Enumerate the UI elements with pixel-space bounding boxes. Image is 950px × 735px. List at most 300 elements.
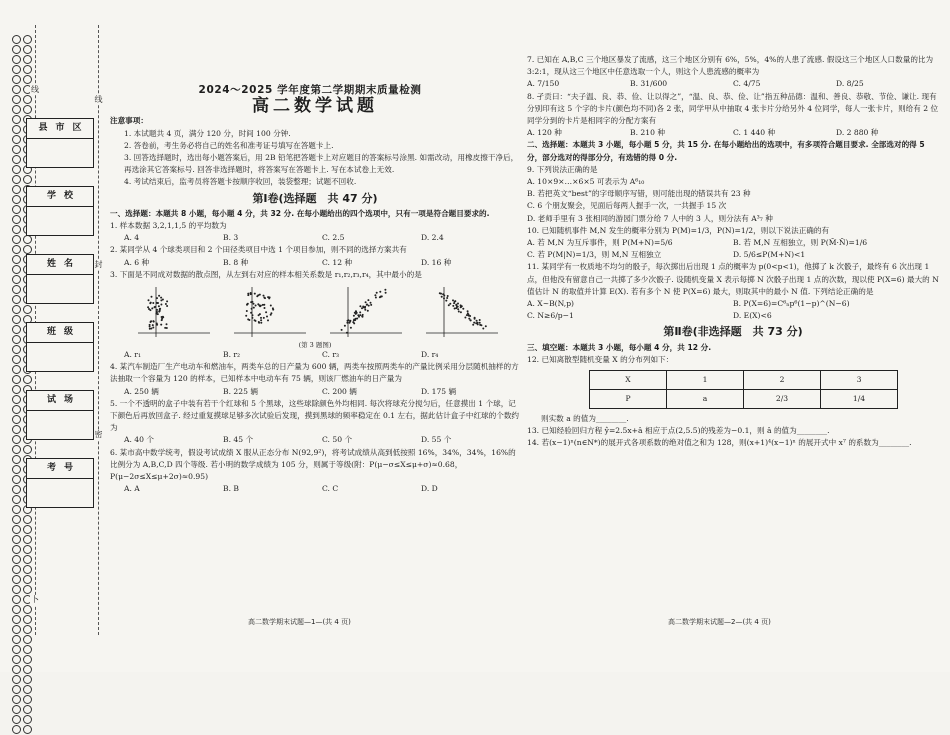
punch-hole xyxy=(12,695,21,704)
scatter-point xyxy=(353,315,355,317)
punch-hole xyxy=(23,545,32,554)
scatter-point xyxy=(353,319,355,321)
scatter-plot-1 xyxy=(134,283,212,339)
scatter-point xyxy=(254,319,256,321)
scatter-plot-2 xyxy=(230,283,308,339)
punch-hole xyxy=(23,35,32,44)
table-cell: 1/4 xyxy=(821,390,898,409)
option[interactable]: C. 2.5 xyxy=(322,233,345,243)
q11-options-cd xyxy=(527,310,939,322)
punch-hole xyxy=(12,245,21,254)
punch-hole xyxy=(23,75,32,84)
option[interactable]: A. 6 种 xyxy=(124,257,150,267)
note-item: 2. 答卷前，考生务必将自己的姓名和准考证号填写在答题卡上. xyxy=(124,140,334,150)
scatter-point xyxy=(469,319,471,321)
option[interactable]: D. 8/25 xyxy=(836,79,864,89)
punch-hole xyxy=(23,565,32,574)
punch-hole xyxy=(12,85,21,94)
punch-hole xyxy=(23,605,32,614)
punch-hole xyxy=(23,535,32,544)
scatter-point xyxy=(265,311,267,313)
punch-hole xyxy=(12,125,21,134)
scatter-point xyxy=(349,321,351,323)
scatter-point xyxy=(151,307,153,309)
punch-hole xyxy=(12,425,21,434)
punch-hole xyxy=(12,75,21,84)
punch-hole xyxy=(12,275,21,284)
q2-options xyxy=(110,257,520,269)
q2-stem: 2. 某同学从 4 个球类项目和 2 个田径类项目中选 1 个项目参加，则不同的选择方案共有 xyxy=(110,245,407,255)
punch-hole xyxy=(12,305,21,314)
option[interactable]: A. 7/150 xyxy=(527,79,560,89)
punch-hole xyxy=(12,115,21,124)
scatter-point xyxy=(442,293,444,295)
scatter-point xyxy=(455,304,457,306)
option[interactable]: C. 200 辆 xyxy=(322,386,357,396)
exam-title: 2024～2025 学年度第二学期期末质量检测 xyxy=(198,84,422,96)
scatter-point xyxy=(359,314,361,316)
q13-stem: 13. 已知经验回归方程 ŷ=2.5x+â 相应于点(2,5.5)的残差为−0.1，则 â 的值为________. xyxy=(527,426,830,436)
scatter-point xyxy=(485,325,487,327)
punch-hole xyxy=(12,175,21,184)
scatter-point xyxy=(440,293,442,295)
punch-hole xyxy=(23,175,32,184)
table-cell: a xyxy=(667,390,744,409)
scatter-point xyxy=(260,319,262,321)
scatter-point xyxy=(162,316,164,318)
scatter-point xyxy=(254,293,256,295)
scatter-point xyxy=(248,319,250,321)
option[interactable]: C. 6 个朋友聚会，见面后每两人握手一次，一共握手 15 次 xyxy=(527,201,727,211)
option[interactable]: A. 40 个 xyxy=(124,435,154,445)
scatter-point xyxy=(150,302,152,304)
scatter-point xyxy=(376,292,378,294)
scatter-point xyxy=(462,308,464,310)
option[interactable]: D. 175 辆 xyxy=(421,386,457,396)
option[interactable]: C. N≥6/p−1 xyxy=(527,311,574,321)
scatter-point xyxy=(384,289,386,291)
option[interactable]: B. B xyxy=(223,484,239,494)
scatter-point xyxy=(482,328,484,330)
scatter-point xyxy=(358,316,360,318)
scatter-point xyxy=(364,307,366,309)
punch-hole xyxy=(23,555,32,564)
punch-hole xyxy=(12,595,21,604)
scatter-point xyxy=(385,292,387,294)
scatter-point xyxy=(266,316,268,318)
scatter-point xyxy=(341,329,343,331)
table-row xyxy=(590,371,898,390)
option[interactable]: D. 5/6≤P(M+N)<1 xyxy=(733,250,806,260)
scatter-point xyxy=(454,300,456,302)
scatter-point xyxy=(474,318,476,320)
option[interactable]: D. 16 种 xyxy=(421,257,452,267)
scatter-point xyxy=(148,308,150,310)
scatter-point xyxy=(379,296,381,298)
scatter-point xyxy=(156,324,158,326)
option[interactable]: D. D xyxy=(421,484,438,494)
q9-stem: 9. 下列说法正确的是 xyxy=(527,164,598,174)
punch-hole xyxy=(12,375,21,384)
punch-hole xyxy=(23,695,32,704)
option[interactable]: B. 31/600 xyxy=(630,79,668,89)
scatter-point xyxy=(148,299,150,301)
punch-hole xyxy=(12,485,21,494)
punch-hole xyxy=(23,55,32,64)
option[interactable]: B. 若把英文“best”的字母顺序写错，则可能出现的错误共有 23 种 xyxy=(527,189,751,199)
punch-hole xyxy=(12,255,21,264)
section1-instructions: 一、选择题：本题共 8 小题，每小题 4 分，共 32 分. 在每小题给出的四个选项中，只有一项是符合题目要求的. xyxy=(110,208,490,218)
scatter-point xyxy=(253,303,255,305)
scatter-point xyxy=(246,310,248,312)
punch-hole xyxy=(23,235,32,244)
scatter-point xyxy=(370,304,372,306)
scatter-point xyxy=(460,306,462,308)
scatter-point xyxy=(162,299,164,301)
q3-caption: (第 3 题图) xyxy=(298,341,332,350)
punch-hole xyxy=(23,715,32,724)
scatter-point xyxy=(161,318,163,320)
punch-hole xyxy=(12,675,21,684)
scatter-point xyxy=(443,297,445,299)
table-cell: 2/3 xyxy=(744,390,821,409)
punch-hole xyxy=(12,95,21,104)
punch-hole xyxy=(12,35,21,44)
scatter-point xyxy=(252,314,254,316)
punch-hole xyxy=(23,95,32,104)
scatter-point xyxy=(158,305,160,307)
punch-hole xyxy=(12,145,21,154)
punch-hole xyxy=(12,525,21,534)
scatter-point xyxy=(152,320,154,322)
scatter-point xyxy=(356,318,358,320)
seal-mark: 封 xyxy=(94,260,103,269)
punch-hole xyxy=(23,305,32,314)
scatter-point xyxy=(458,311,460,313)
scatter-point xyxy=(264,307,266,309)
scatter-point xyxy=(263,295,265,297)
q3-stem: 3. 下面是不同成对数据的散点图，从左到右对应的样本相关系数是 r₁,r₂,r₃,r₄，其中最小的是 xyxy=(110,269,422,279)
punch-hole xyxy=(12,405,21,414)
scatter-point xyxy=(375,297,377,299)
option[interactable]: B. 210 种 xyxy=(630,128,665,138)
option[interactable]: D. 老师手里有 3 张相同的游园门票分给 7 人中的 3 人，则分法有 A³₇ 种 xyxy=(527,213,773,223)
punch-hole xyxy=(12,535,21,544)
punch-hole xyxy=(12,395,21,404)
punch-hole xyxy=(12,465,21,474)
option[interactable]: B. 225 辆 xyxy=(223,386,258,396)
seal-mark: 线 xyxy=(94,95,103,104)
punch-hole xyxy=(12,365,21,374)
scatter-point xyxy=(477,322,479,324)
scatter-point xyxy=(473,322,475,324)
section2-instructions: 二、选择题：本题共 3 小题，每小题 5 分，共 15 分. 在每小题给出的选项中，有多项符合题目要求. 全部选对的得 5 分，部分选对的得部分分，有选错的得 0 分. xyxy=(527,140,925,162)
school-field[interactable]: 学校 xyxy=(26,186,94,236)
part1-title: 第Ⅰ卷(选择题 共 47 分) xyxy=(252,191,378,205)
punch-hole xyxy=(23,725,32,734)
punch-hole xyxy=(23,445,32,454)
scatter-point xyxy=(260,322,262,324)
scatter-point xyxy=(379,291,381,293)
scatter-point xyxy=(160,304,162,306)
option[interactable]: C. 1 440 种 xyxy=(733,128,776,138)
punch-hole xyxy=(12,495,21,504)
scatter-point xyxy=(152,327,154,329)
scatter-point xyxy=(245,315,247,317)
option[interactable]: D. 2.4 xyxy=(421,233,444,243)
scatter-plot-4 xyxy=(422,283,500,339)
option[interactable]: B. r₂ xyxy=(223,350,241,360)
scatter-point xyxy=(446,297,448,299)
scatter-point xyxy=(165,303,167,305)
scatter-point xyxy=(370,302,372,304)
scatter-point xyxy=(441,296,443,298)
punch-hole xyxy=(12,155,21,164)
q12-tail: 则实数 a 的值为________. xyxy=(541,414,629,424)
punch-hole xyxy=(23,525,32,534)
scatter-point xyxy=(352,321,354,323)
section3-instructions: 三、填空题：本题共 3 小题，每小题 4 分，共 12 分. xyxy=(527,342,712,352)
punch-hole xyxy=(12,635,21,644)
punch-hole xyxy=(12,585,21,594)
punch-hole xyxy=(12,345,21,354)
q7-options xyxy=(527,78,939,90)
punch-hole xyxy=(12,515,21,524)
subject-title: 高二数学试题 xyxy=(252,96,378,117)
scatter-point xyxy=(158,295,160,297)
scatter-point xyxy=(268,297,270,299)
scatter-point xyxy=(160,324,162,326)
scatter-plots xyxy=(110,283,520,339)
scatter-point xyxy=(452,305,454,307)
scatter-point xyxy=(247,294,249,296)
page-2 xyxy=(527,54,939,450)
option[interactable]: D. 55 个 xyxy=(421,435,452,445)
county-field[interactable]: 县市区 xyxy=(26,118,94,168)
note-item: 1. 本试题共 4 页，满分 120 分，时间 100 分钟. xyxy=(124,128,291,138)
option[interactable]: A. 250 辆 xyxy=(124,386,159,396)
scatter-point xyxy=(359,311,361,313)
scatter-point xyxy=(164,327,166,329)
punch-hole xyxy=(12,295,21,304)
option[interactable]: A. 10×9×…×6×5 可表示为 A⁶₁₀ xyxy=(527,177,645,187)
q8-stem: 8. 孑贡曰：“夫子温、良、恭、俭、让以得之”，“温、良、恭、俭、让”指五种品德：温和、善良、恭敬、节俭、谦让. 现有分别印有这 5 个字的卡片(颜色均不同)各 2 张，同学甲从中抽取 4 张卡片分给另外 4 位同学，每人一张卡片，则给有 2 位同学分到的卡片是相同字的分配方案有 xyxy=(527,91,939,126)
punch-hole xyxy=(12,225,21,234)
table-cell: P xyxy=(590,390,667,409)
scatter-point xyxy=(468,318,470,320)
scatter-point xyxy=(367,310,369,312)
punch-hole xyxy=(23,655,32,664)
page-1 xyxy=(110,84,520,495)
scatter-point xyxy=(457,303,459,305)
scatter-point xyxy=(472,324,474,326)
option[interactable]: B. P(X=6)=C⁶ₙp⁶(1−p)^(N−6) xyxy=(733,299,850,309)
scatter-point xyxy=(479,324,481,326)
punch-hole xyxy=(12,65,21,74)
option[interactable]: C. 4/75 xyxy=(733,79,761,89)
scatter-point xyxy=(467,310,469,312)
scatter-point xyxy=(250,301,252,303)
scatter-point xyxy=(460,311,462,313)
seal-mark: 线 xyxy=(31,85,39,94)
scatter-point xyxy=(476,320,478,322)
q10-stem: 10. 已知随机事件 M,N 发生的概率分别为 P(M)=1/3，P(N)=1/2，则以下说法正确的有 xyxy=(527,225,830,235)
option[interactable]: B. 3 xyxy=(223,233,239,243)
scatter-point xyxy=(259,305,261,307)
scatter-point xyxy=(259,313,261,315)
class-field[interactable]: 班级 xyxy=(26,322,94,372)
punch-hole xyxy=(12,355,21,364)
scatter-point xyxy=(260,317,262,319)
option[interactable]: C. C xyxy=(322,484,339,494)
option[interactable]: C. 若 P(M|N)=1/3，则 M,N 互相独立 xyxy=(527,250,662,260)
punch-hole xyxy=(12,715,21,724)
option[interactable]: D. r₄ xyxy=(421,350,439,360)
scatter-point xyxy=(346,322,348,324)
scatter-point xyxy=(166,305,168,307)
scatter-plot-3 xyxy=(326,283,404,339)
punch-hole xyxy=(23,675,32,684)
scatter-point xyxy=(156,302,158,304)
q11-options-ab xyxy=(527,298,939,310)
name-field[interactable]: 姓名 xyxy=(26,254,94,304)
option[interactable]: A. A xyxy=(124,484,140,494)
punch-hole xyxy=(23,645,32,654)
punch-hole xyxy=(23,515,32,524)
punch-hole xyxy=(12,455,21,464)
scatter-point xyxy=(262,304,264,306)
option[interactable]: B. 45 个 xyxy=(223,435,254,445)
scatter-point xyxy=(464,317,466,319)
scatter-point xyxy=(365,301,367,303)
scatter-point xyxy=(250,292,252,294)
scatter-point xyxy=(154,306,156,308)
scatter-point xyxy=(272,307,274,309)
note-item: 4. 考试结束后，监考员将答题卡按顺序收回，装袋整理；试题不回收. xyxy=(124,177,357,187)
option[interactable]: C. r₃ xyxy=(322,350,340,360)
punch-hole xyxy=(23,615,32,624)
punch-hole xyxy=(23,245,32,254)
punch-hole xyxy=(23,65,32,74)
option[interactable]: A. 若 M,N 为互斥事件，则 P(M+N)=5/6 xyxy=(527,238,673,248)
page-footer: 高二数学期末试题—1—(共 4 页) xyxy=(248,618,351,626)
option[interactable]: A. 120 种 xyxy=(527,128,562,138)
scatter-point xyxy=(448,304,450,306)
punch-hole xyxy=(12,725,21,734)
scatter-point xyxy=(350,327,352,329)
q8-options xyxy=(527,127,939,139)
option[interactable]: A. X~B(N,p) xyxy=(527,299,575,309)
punch-hole xyxy=(12,605,21,614)
scatter-point xyxy=(346,332,348,334)
punch-hole xyxy=(12,315,21,324)
punch-hole xyxy=(12,55,21,64)
punch-hole xyxy=(12,385,21,394)
q14-stem: 14. 若(x−1)ⁿ(n∈N*)的展开式各项系数的绝对值之和为 128，则(x+1)⁴(x−1)ⁿ 的展开式中 x⁷ 的系数为________. xyxy=(527,438,912,448)
scatter-point xyxy=(166,300,168,302)
scatter-point xyxy=(267,319,269,321)
punch-hole xyxy=(23,635,32,644)
option[interactable]: D. E(X)<6 xyxy=(733,311,772,321)
punch-hole xyxy=(12,45,21,54)
punch-hole xyxy=(12,105,21,114)
scatter-point xyxy=(348,319,350,321)
scatter-point xyxy=(367,299,369,301)
punch-hole xyxy=(12,655,21,664)
scatter-point xyxy=(344,325,346,327)
punch-hole xyxy=(12,645,21,654)
scatter-point xyxy=(447,295,449,297)
punch-hole xyxy=(23,585,32,594)
option[interactable]: C. 50 个 xyxy=(322,435,353,445)
scatter-point xyxy=(149,328,151,330)
scatter-point xyxy=(155,313,157,315)
punch-hole xyxy=(12,445,21,454)
scatter-point xyxy=(258,322,260,324)
scatter-point xyxy=(449,303,451,305)
scatter-point xyxy=(250,312,252,314)
scatter-point xyxy=(362,306,364,308)
option[interactable]: D. 2 880 种 xyxy=(836,128,879,138)
punch-hole xyxy=(23,375,32,384)
q5-stem: 5. 一个不透明的盒子中装有若干个红球和 5 个黑球，这些球除颜色外均相同. 每次将球充分搅匀后，任意摸出 1 个球，记下颜色后再放回盒子. 经过重复摸球足够多次试验后发现，摸到黑球的频率稳定在 0.1 左右，据此估计盒子中红球的个数约为 xyxy=(110,398,520,433)
seal-mark: 密 xyxy=(94,430,103,439)
scatter-point xyxy=(445,300,447,302)
page-footer: 高二数学期末试题—2—(共 4 页) xyxy=(668,618,771,626)
scatter-point xyxy=(253,307,255,309)
scatter-point xyxy=(457,308,459,310)
punch-hole xyxy=(12,205,21,214)
scatter-point xyxy=(159,310,161,312)
punch-hole xyxy=(12,575,21,584)
q3-options xyxy=(110,349,520,361)
q5-options xyxy=(110,434,520,446)
scatter-point xyxy=(454,308,456,310)
exam-room-field[interactable]: 试场 xyxy=(26,390,94,440)
scatter-point xyxy=(366,304,368,306)
punch-hole xyxy=(12,665,21,674)
scatter-point xyxy=(251,317,253,319)
scatter-point xyxy=(368,305,370,307)
exam-number-field[interactable]: 考号 xyxy=(26,458,94,508)
option[interactable]: C. 12 种 xyxy=(322,257,353,267)
punch-hole xyxy=(12,235,21,244)
punch-hole xyxy=(12,565,21,574)
table-cell: X xyxy=(590,371,667,390)
note-item: 3. 回答选择题时，选出每小题答案后，用 2B 铅笔把答题卡上对应题目的答案标号涂黑. 如需改动，用橡皮擦干净后，再选涂其它答案标号. 回答非选择题时，将答案写在答题卡上. 写在本试卷上无效. xyxy=(124,153,519,175)
scatter-point xyxy=(374,294,376,296)
q6-options xyxy=(110,483,520,495)
distribution-table xyxy=(589,370,898,409)
punch-hole xyxy=(12,685,21,694)
punch-hole xyxy=(23,45,32,54)
option[interactable]: A. r₁ xyxy=(124,350,141,360)
option[interactable]: A. 4 xyxy=(124,233,140,243)
notes-heading: 注意事项： xyxy=(110,116,148,126)
scatter-point xyxy=(364,309,366,311)
scatter-point xyxy=(270,314,272,316)
scatter-point xyxy=(246,304,248,306)
scatter-point xyxy=(149,326,151,328)
part2-title: 第Ⅱ卷(非选择题 共 73 分) xyxy=(663,325,803,339)
q7-stem: 7. 已知在 A,B,C 三个地区暴发了流感，这三个地区分别有 6%，5%，4%的人患了流感. 假设这三个地区人口数量的比为 3:2:1，现从这三个地区中任意选取一个人，则这个人患流感的概率为 xyxy=(527,55,934,77)
option[interactable]: B. 若 M,N 互相独立，则 P(M̄·N̄)=1/6 xyxy=(733,238,868,248)
punch-hole xyxy=(23,705,32,714)
q1-options xyxy=(110,232,520,244)
option[interactable]: B. 8 种 xyxy=(223,257,249,267)
q10-options-cd xyxy=(527,249,939,261)
punch-hole xyxy=(12,705,21,714)
